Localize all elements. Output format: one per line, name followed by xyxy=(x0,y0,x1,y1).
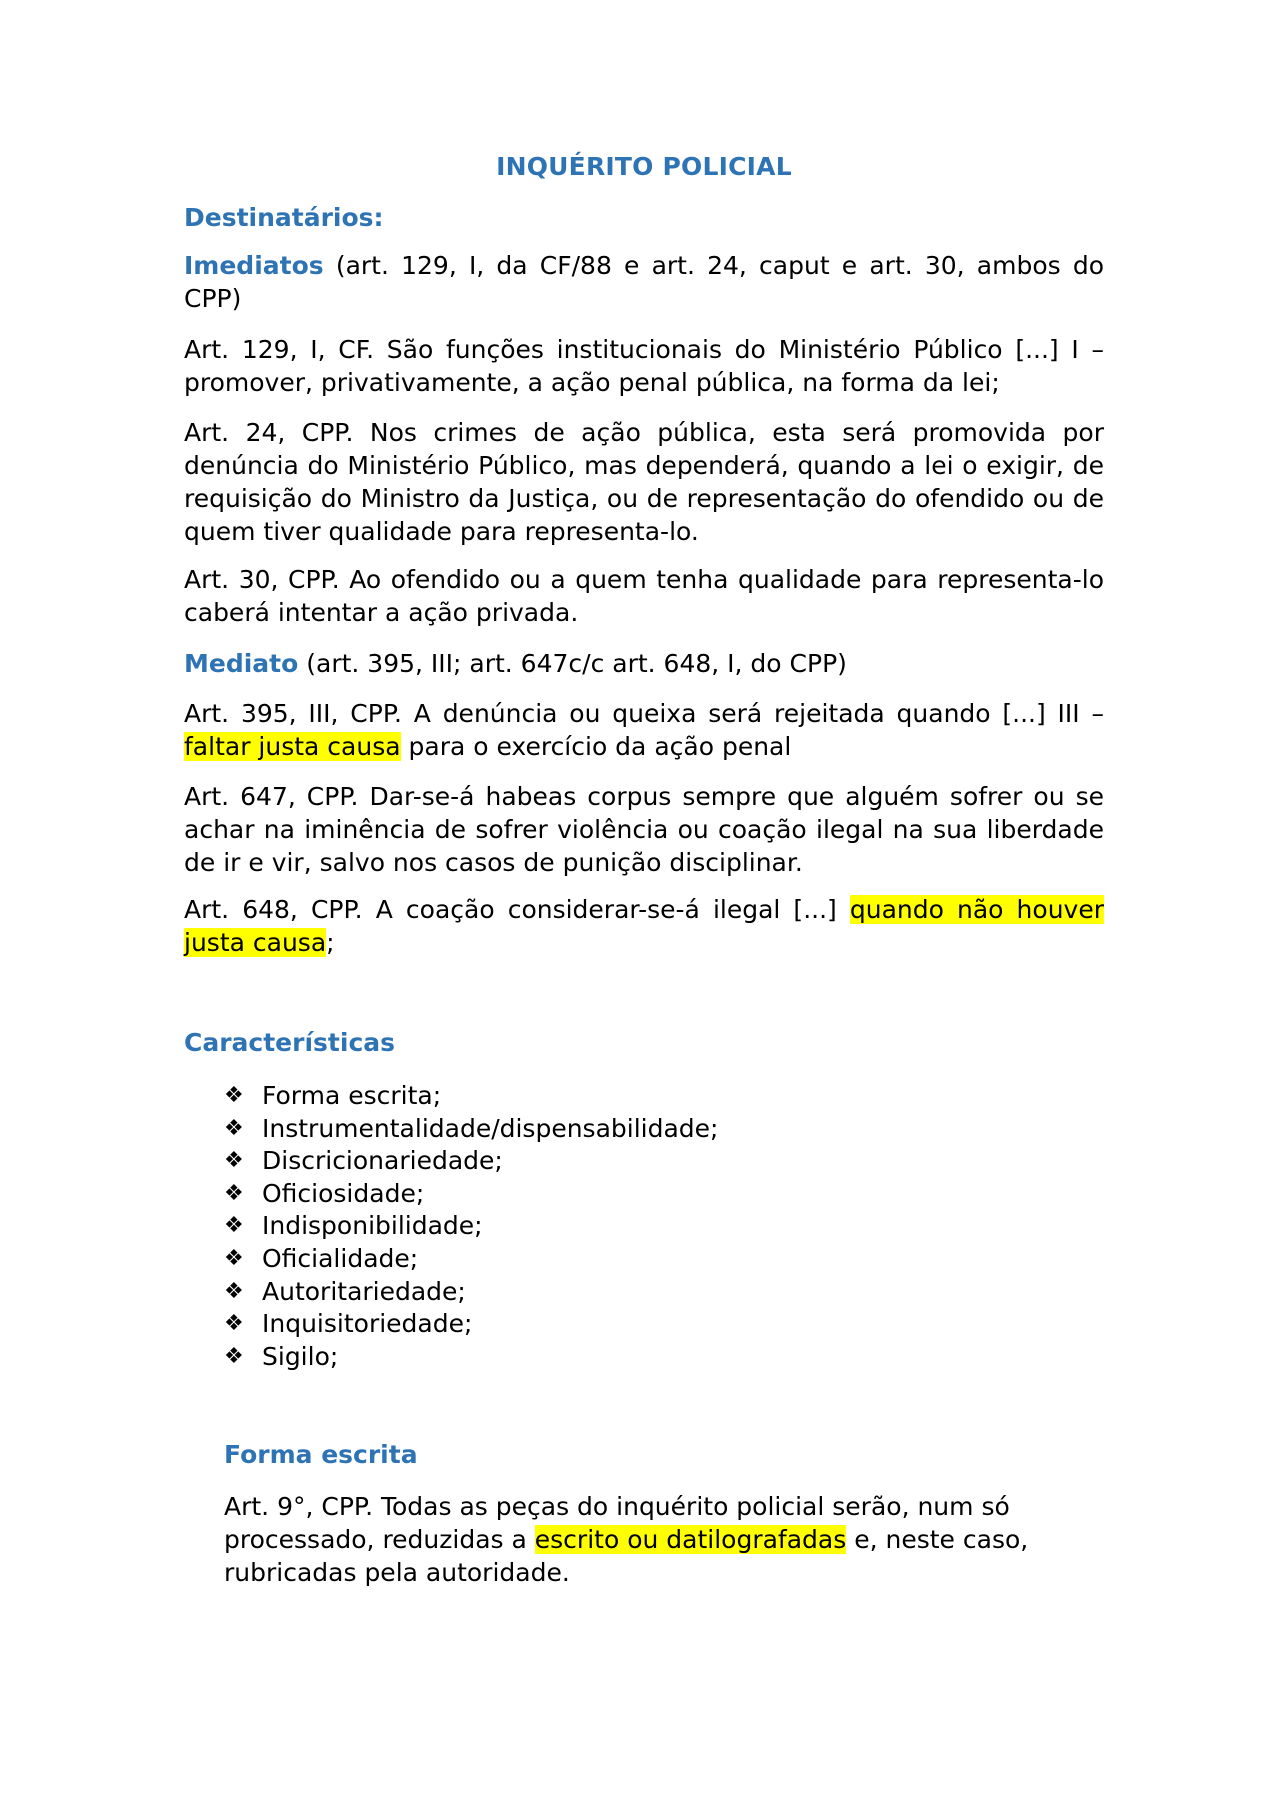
paragraph-art-648 xyxy=(184,893,1104,959)
diamond-bullet-icon: ❖ xyxy=(224,1148,244,1174)
art-395-text-end: para o exercício da ação penal xyxy=(400,732,792,761)
list-item: ❖ Instrumentalidade/dispensabilidade; xyxy=(224,1113,718,1146)
highlight-faltar-justa-causa: faltar justa causa xyxy=(184,732,401,761)
art-9-text-end: e, neste caso, rubricadas pela autoridade. xyxy=(224,1525,1029,1587)
diamond-bullet-icon: ❖ xyxy=(224,1213,244,1239)
diamond-bullet-icon: ❖ xyxy=(224,1311,244,1337)
list-item: ❖ Indisponibilidade; xyxy=(224,1210,718,1243)
mediato-text: (art. 395, III; art. 647c/c art. 648, I, do CPP) xyxy=(298,649,847,678)
diamond-bullet-icon: ❖ xyxy=(224,1115,244,1141)
art-9-text: Art. 9°, CPP. Todas as peças do inquérito policial serão, num só processado, reduzidas a xyxy=(224,1492,1010,1554)
art-648-text: Art. 648, CPP. A coação considerar-se-á ilegal [...] xyxy=(184,895,850,924)
document-title: INQUÉRITO POLICIAL xyxy=(496,152,792,181)
diamond-bullet-icon: ❖ xyxy=(224,1343,244,1369)
diamond-bullet-icon: ❖ xyxy=(224,1083,244,1108)
paragraph-art-647: Art. 647, CPP. Dar-se-á habeas corpus sempre que alguém sofrer ou se achar na iminência de sofrer violência ou coação ilegal na sua liberdade de ir e vir, salvo nos casos de punição disciplinar. xyxy=(184,782,1104,877)
paragraph-art-30: Art. 30, CPP. Ao ofendido ou a quem tenha qualidade para representa-lo caberá intentar a ação privada. xyxy=(184,565,1104,627)
list-item: ❖ Forma escrita; xyxy=(224,1080,718,1113)
list-item: ❖ Oficialidade; xyxy=(224,1243,718,1276)
paragraph-mediato xyxy=(184,647,1104,680)
art-648-text-end: ; xyxy=(326,928,335,957)
heading-caracteristicas: Características xyxy=(184,1028,396,1057)
paragraph-imediatos xyxy=(184,249,1104,315)
highlight-escrito-ou-datilografadas: escrito ou datilografadas xyxy=(534,1525,847,1554)
highlight-quando-nao-houver: quando não houver justa causa xyxy=(184,895,1104,957)
diamond-bullet-icon: ❖ xyxy=(224,1278,244,1304)
paragraph-art-9 xyxy=(224,1490,1104,1589)
diamond-bullet-icon: ❖ xyxy=(224,1245,244,1271)
label-imediatos: Imediatos xyxy=(184,251,324,280)
caracteristicas-list xyxy=(224,1080,718,1373)
label-mediato: Mediato xyxy=(184,649,299,678)
paragraph-art-24: Art. 24, CPP. Nos crimes de ação pública, esta será promovida por denúncia do Ministério Público, mas dependerá, quando a lei o exigir, de requisição do Ministro da Justiça, ou de representação do ofendido ou de quem tiver qualidade para representa-lo. xyxy=(184,418,1104,546)
list-item: ❖ Oficiosidade; xyxy=(224,1178,718,1211)
list-item: ❖ Sigilo; xyxy=(224,1341,718,1374)
imediatos-text: (art. 129, I, da CF/88 e art. 24, caput e art. 30, ambos do CPP) xyxy=(184,251,1104,313)
diamond-bullet-icon: ❖ xyxy=(224,1180,244,1206)
paragraph-art-395 xyxy=(184,697,1104,763)
heading-destinatarios: Destinatários: xyxy=(184,203,384,232)
heading-forma-escrita: Forma escrita xyxy=(224,1440,418,1469)
paragraph-art-129: Art. 129, I, CF. São funções institucionais do Ministério Público [...] I – promover, privativamente, a ação penal pública, na forma da lei; xyxy=(184,335,1104,397)
list-item: ❖ Autoritariedade; xyxy=(224,1276,718,1309)
art-395-text: Art. 395, III, CPP. A denúncia ou queixa será rejeitada quando [...] III – xyxy=(184,699,1104,728)
list-item: ❖ Inquisitoriedade; xyxy=(224,1308,718,1341)
list-item: ❖ Discricionariedade; xyxy=(224,1145,718,1178)
